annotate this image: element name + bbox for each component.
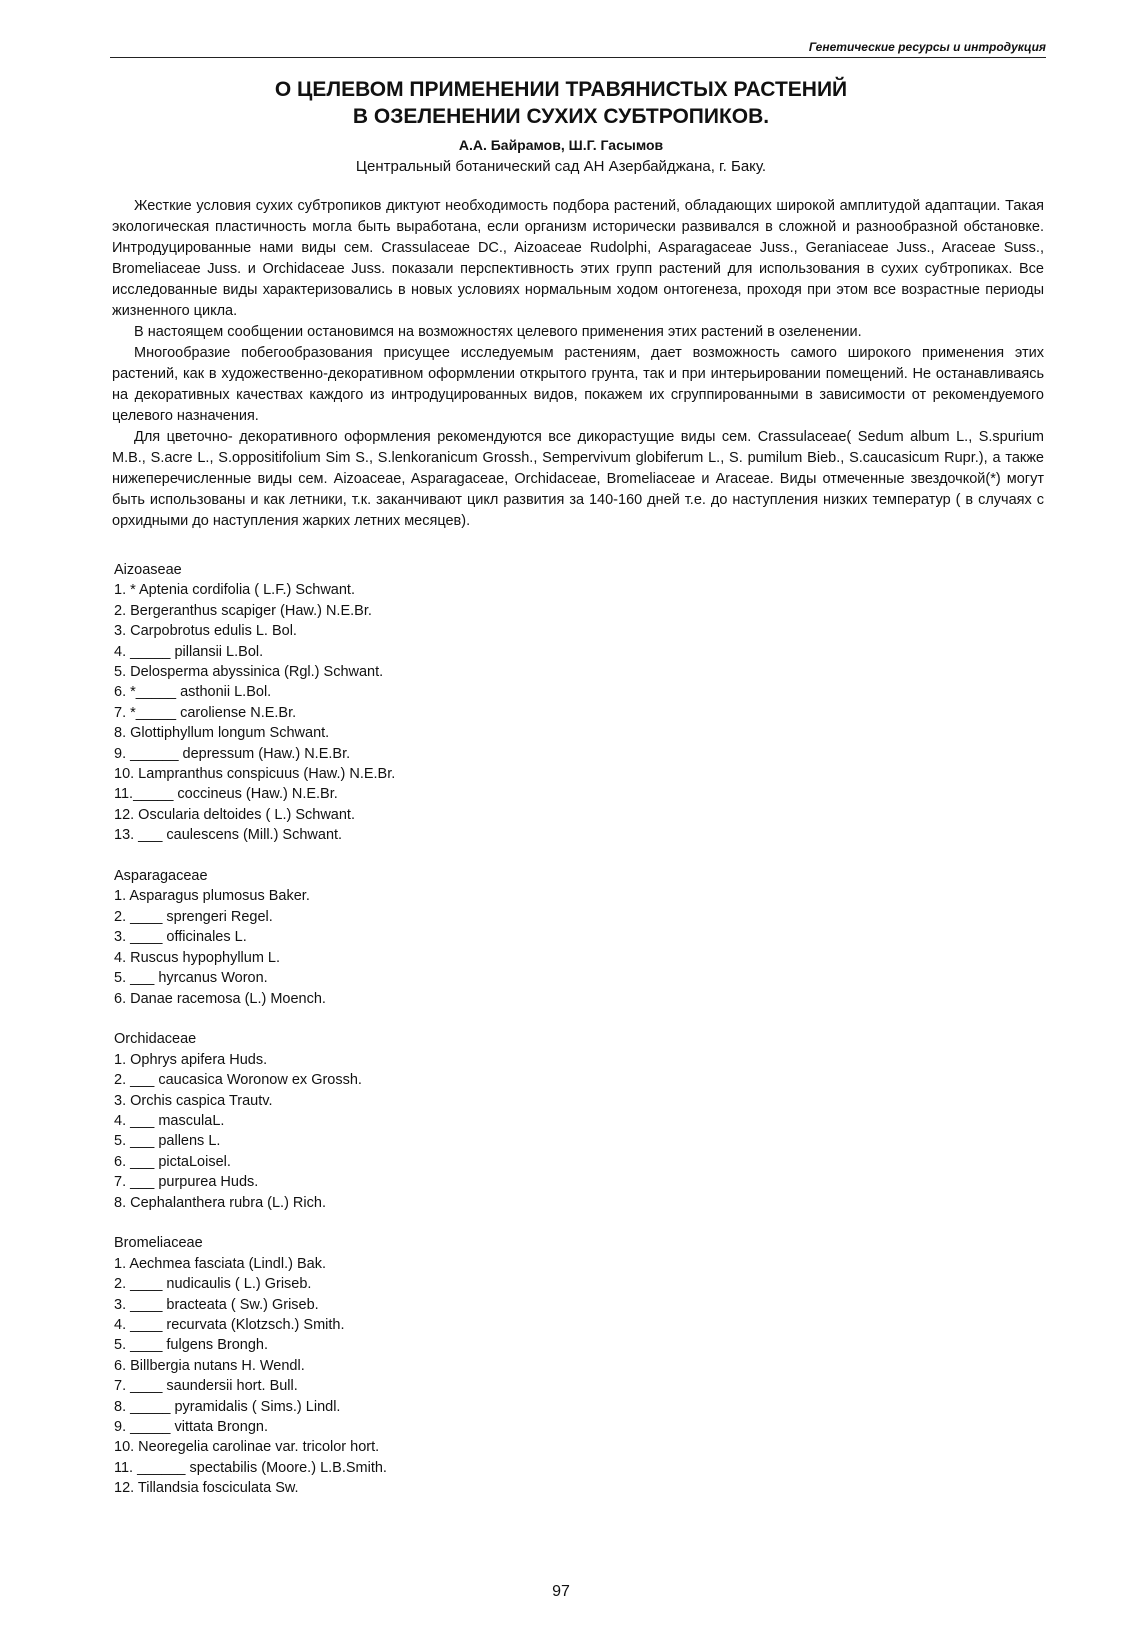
list-item: 7. *_____ caroliense N.E.Br.	[114, 704, 297, 721]
list-item: 2. ____ nudicaulis ( L.) Griseb.	[114, 1276, 312, 1293]
list-item: 8. _____ pyramidalis ( Sims.) Lindl.	[114, 1398, 341, 1415]
section-heading: Aizoaseae	[114, 562, 182, 578]
list-item: 6. Billbergia nutans H. Wendl.	[114, 1357, 305, 1374]
section-orchidaceae	[112, 1029, 712, 1213]
list-item: 5. ____ fulgens Brongh.	[114, 1337, 268, 1354]
affiliation: Центральный ботанический сад АН Азербайджана, г. Баку.	[355, 158, 767, 175]
section-aizoaceae	[112, 560, 712, 846]
list-item: 6. Danae racemosa (L.) Moench.	[114, 990, 326, 1007]
article-title	[0, 76, 1122, 130]
title-line-2: В ОЗЕЛЕНЕНИИ СУХИХ СУБТРОПИКОВ.	[352, 105, 770, 128]
list-item: 8. Glottiphyllum longum Schwant.	[114, 725, 330, 742]
list-item: 2. ____ sprengeri Regel.	[114, 908, 273, 925]
section-asparagaceae	[112, 866, 712, 1009]
running-header: Генетические ресурсы и интродукция	[110, 40, 1046, 58]
list-item: 7. ___ purpurea Huds.	[114, 1174, 259, 1191]
section-heading: Orchidaceae	[114, 1031, 197, 1048]
species-lists	[112, 560, 712, 1499]
list-item: 9. _____ vittata Brongn.	[114, 1419, 268, 1436]
list-item: 2. ___ caucasica Woronow ex Grossh.	[114, 1072, 362, 1089]
section-heading: Asparagaceae	[114, 868, 208, 885]
list-item: 5. ___ pallens L.	[114, 1133, 221, 1150]
list-item: 3. Orchis caspica Trautv.	[114, 1092, 273, 1109]
list-item: 3. ____ bracteata ( Sw.) Griseb.	[114, 1296, 319, 1313]
list-item: 7. ____ saundersii hort. Bull.	[114, 1378, 298, 1395]
section-bromeliaceae	[112, 1233, 712, 1498]
list-item: 8. Cephalanthera rubra (L.) Rich.	[114, 1194, 326, 1211]
list-item: 3. Carpobrotus edulis L. Bol.	[114, 623, 297, 640]
list-item: 6. ___ pictaLoisel.	[114, 1153, 231, 1170]
list-item: 10. Lampranthus conspicuus (Haw.) N.E.Br.	[114, 766, 396, 783]
title-line-1: О ЦЕЛЕВОМ ПРИМЕНЕНИИ ТРАВЯНИСТЫХ РАСТЕНИЙ	[274, 78, 848, 101]
list-item: 1. Ophrys apifera Huds.	[114, 1051, 268, 1068]
list-item: 9. ______ depressum (Haw.) N.E.Br.	[114, 745, 351, 762]
paragraph: Жесткие условия сухих субтропиков диктуют необходимость подбора растений, обладающих широкой амплитудой адаптации. Такая экологическая пластичность могла быть выработана, если организм исторически развивался в сложной и разнообразной обстановке. Интродуцированные нами виды сем. Crassulaceae DC., Aizoaceae Rudolphi, Asparagaceae Juss., Geraniaceae Juss., Araceae Suss., Bromeliaceae Juss. и Orchidaceae Juss. показали перспективность этих групп растений для использования в сухих субтропиках. Все исследованные виды характеризовались в новых условиях нормальным ходом онтогенеза, проходя при этом все возрастные периоды жизненного цикла.	[112, 198, 1044, 319]
paragraph: Многообразие побегообразования присущее исследуемым растениям, дает возможность самого широкого применения этих растений, как в художественно-декоративном оформлении открытого грунта, так и при интерьировании помещений. Не останавливаясь на декоративных качествах каждого из интродуцированных видов, покажем их сгруппированными в зависимости от рекомендуемого целевого назначения.	[112, 345, 1044, 424]
paragraph: Для цветочно- декоративного оформления рекомендуются все дикорастущие виды сем. Crassulaceae( Sedum album L., S.spurium M.B., S.acre L., S.oppositifolium Sim S., S.lenkoranicum Grossh., Sempervivum globiferum L., S. pumilum Bieb., S.caucasicum Rupr.), а также нижеперечисленные виды сем. Aizoaceae, Asparagaceae, Orchidaceae, Bromeliaceae и Araceae. Виды отмеченные звездочкой(*) могут быть использованы и как летники, т.к. заканчивают цикл развития за 140-160 дней т.е. до наступления низких температур ( в случаях с орхидными до наступления жарких летних месяцев).	[112, 429, 1044, 529]
section-heading: Bromeliaceae	[114, 1235, 203, 1252]
list-item: 6. *_____ asthonii L.Bol.	[114, 684, 272, 701]
list-item: 4. Ruscus hypophyllum L.	[114, 949, 281, 966]
list-item: 11. ______ spectabilis (Moore.) L.B.Smith.	[114, 1459, 387, 1476]
list-item: 4. ___ masculaL.	[114, 1112, 225, 1129]
list-item: 1. Asparagus plumosus Baker.	[114, 888, 310, 905]
list-item: 5. ___ hyrcanus Woron.	[114, 970, 268, 987]
list-item: 2. Bergeranthus scapiger (Haw.) N.E.Br.	[114, 602, 372, 619]
body-text	[112, 196, 1044, 532]
list-item: 1. Aechmea fasciata (Lindl.) Bak.	[114, 1255, 326, 1272]
list-item: 1. * Aptenia cordifolia ( L.F.) Schwant.	[114, 582, 355, 599]
page-number: 97	[552, 1583, 570, 1600]
list-item: 13. ___ caulescens (Mill.) Schwant.	[114, 827, 343, 844]
list-item: 12. Tillandsia fosciculata Sw.	[114, 1480, 299, 1497]
list-item: 10. Neoregelia carolinae var. tricolor hort.	[114, 1439, 380, 1456]
list-item: 3. ____ officinales L.	[114, 929, 247, 946]
list-item: 11._____ coccineus (Haw.) N.E.Br.	[114, 786, 338, 803]
list-item: 5. Delosperma abyssinica (Rgl.) Schwant.	[114, 664, 384, 681]
list-item: 4. _____ pillansii L.Bol.	[114, 643, 264, 660]
list-item: 4. ____ recurvata (Klotzsch.) Smith.	[114, 1316, 345, 1333]
authors: А.А. Байрамов, Ш.Г. Гасымов	[458, 137, 664, 153]
paragraph: В настоящем сообщении остановимся на возможностях целевого применения этих растений в озеленении.	[134, 324, 862, 340]
list-item: 12. Oscularia deltoides ( L.) Schwant.	[114, 806, 355, 823]
